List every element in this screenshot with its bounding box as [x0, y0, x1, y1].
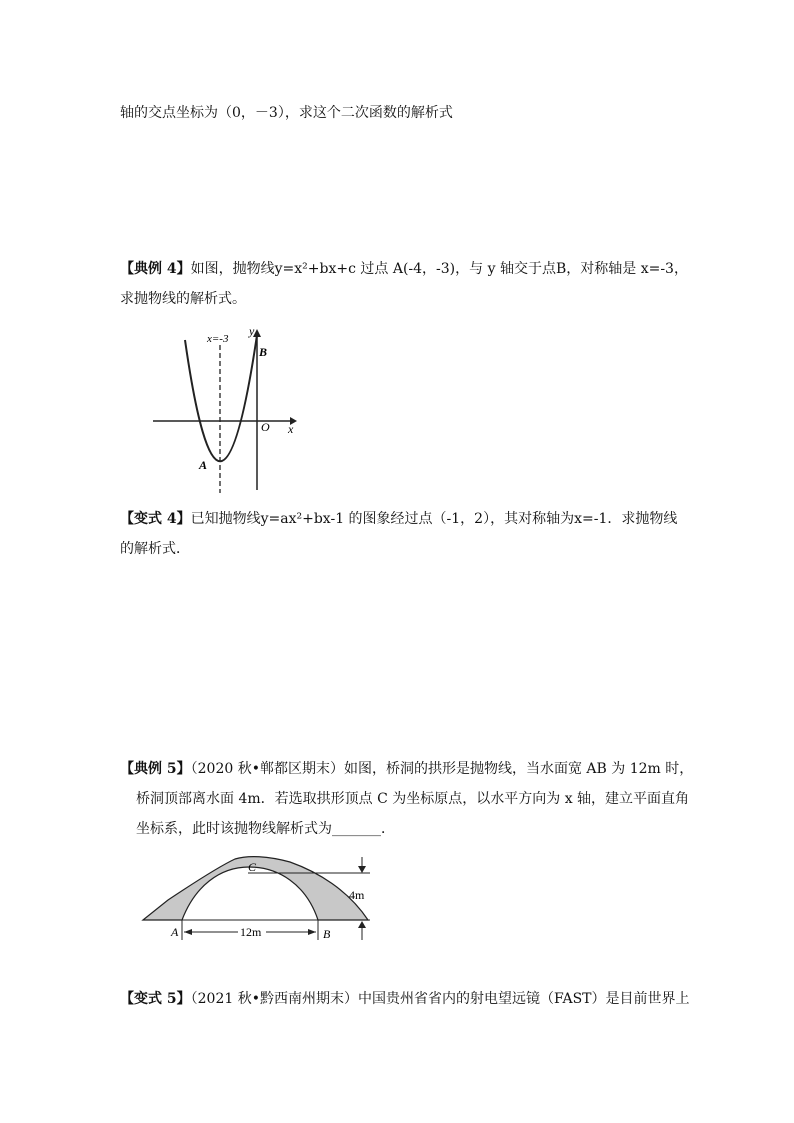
variant4-text1: 已知抛物线y=ax²+bx-1 的图象经过点（-1，2），其对称轴为x=-1．求抛物线 [190, 511, 678, 527]
y-axis-label: y [249, 325, 255, 338]
width-arrow-right [308, 929, 316, 935]
variant4-line2 [120, 540, 190, 558]
point-a-label: A [199, 458, 208, 472]
width-arrow-left [184, 929, 192, 935]
height-label: 4m [349, 888, 365, 902]
example5-tag: 【典例 5】 [120, 761, 191, 777]
point-a-label: A [171, 925, 179, 939]
variant4-text2: 的解析式． [120, 541, 190, 557]
point-b-label: B [259, 345, 268, 359]
example5-text1: （2020 秋•郸都区期末）如图，桥洞的拱形是抛物线，当水面宽 AB 为 12m 时， [190, 761, 694, 777]
example4-tag: 【典例 4】 [120, 261, 191, 277]
origin-label: O [261, 420, 270, 434]
variant4-line1 [120, 510, 677, 528]
example5-line2 [136, 790, 689, 808]
parabola-curve [185, 335, 257, 461]
point-b-label: B [323, 927, 331, 941]
parabola-figure [145, 325, 305, 495]
example4-text1: 如图，抛物线y=x²+bx+c 过点 A(-4，-3)，与 y 轴交于点B，对称轴是 x=-3， [190, 261, 688, 277]
example5-line1 [120, 760, 693, 778]
example5-text3: 坐标系，此时该抛物线解析式为_______． [136, 821, 395, 837]
intro-line [120, 104, 453, 122]
intro-text: 轴的交点坐标为（0，－3），求这个二次函数的解析式 [120, 105, 453, 121]
x-axis-label: x [288, 422, 294, 436]
point-c-label: C [248, 860, 257, 874]
example4-text2: 求抛物线的解析式。 [120, 291, 246, 307]
example4-line2 [120, 290, 246, 308]
height-arrow-top [358, 866, 366, 873]
variant5-text1: （2021 秋•黔西南州期末）中国贵州省省内的射电望远镜（FAST）是目前世界上 [190, 991, 690, 1007]
symmetry-axis-label: x=-3 [207, 333, 229, 345]
width-label: 12m [240, 925, 262, 939]
variant5-line1 [120, 990, 690, 1008]
example5-text2: 桥洞顶部离水面 4m．若选取拱形顶点 C 为坐标原点，以水平方向为 x 轴，建立平面直角 [136, 791, 690, 807]
example5-line3 [136, 820, 395, 838]
variant4-tag: 【变式 4】 [120, 511, 191, 527]
variant5-tag: 【变式 5】 [120, 991, 191, 1007]
example4-line1 [120, 260, 688, 278]
height-arrow-bottom [358, 921, 366, 928]
bridge-figure [140, 852, 380, 947]
